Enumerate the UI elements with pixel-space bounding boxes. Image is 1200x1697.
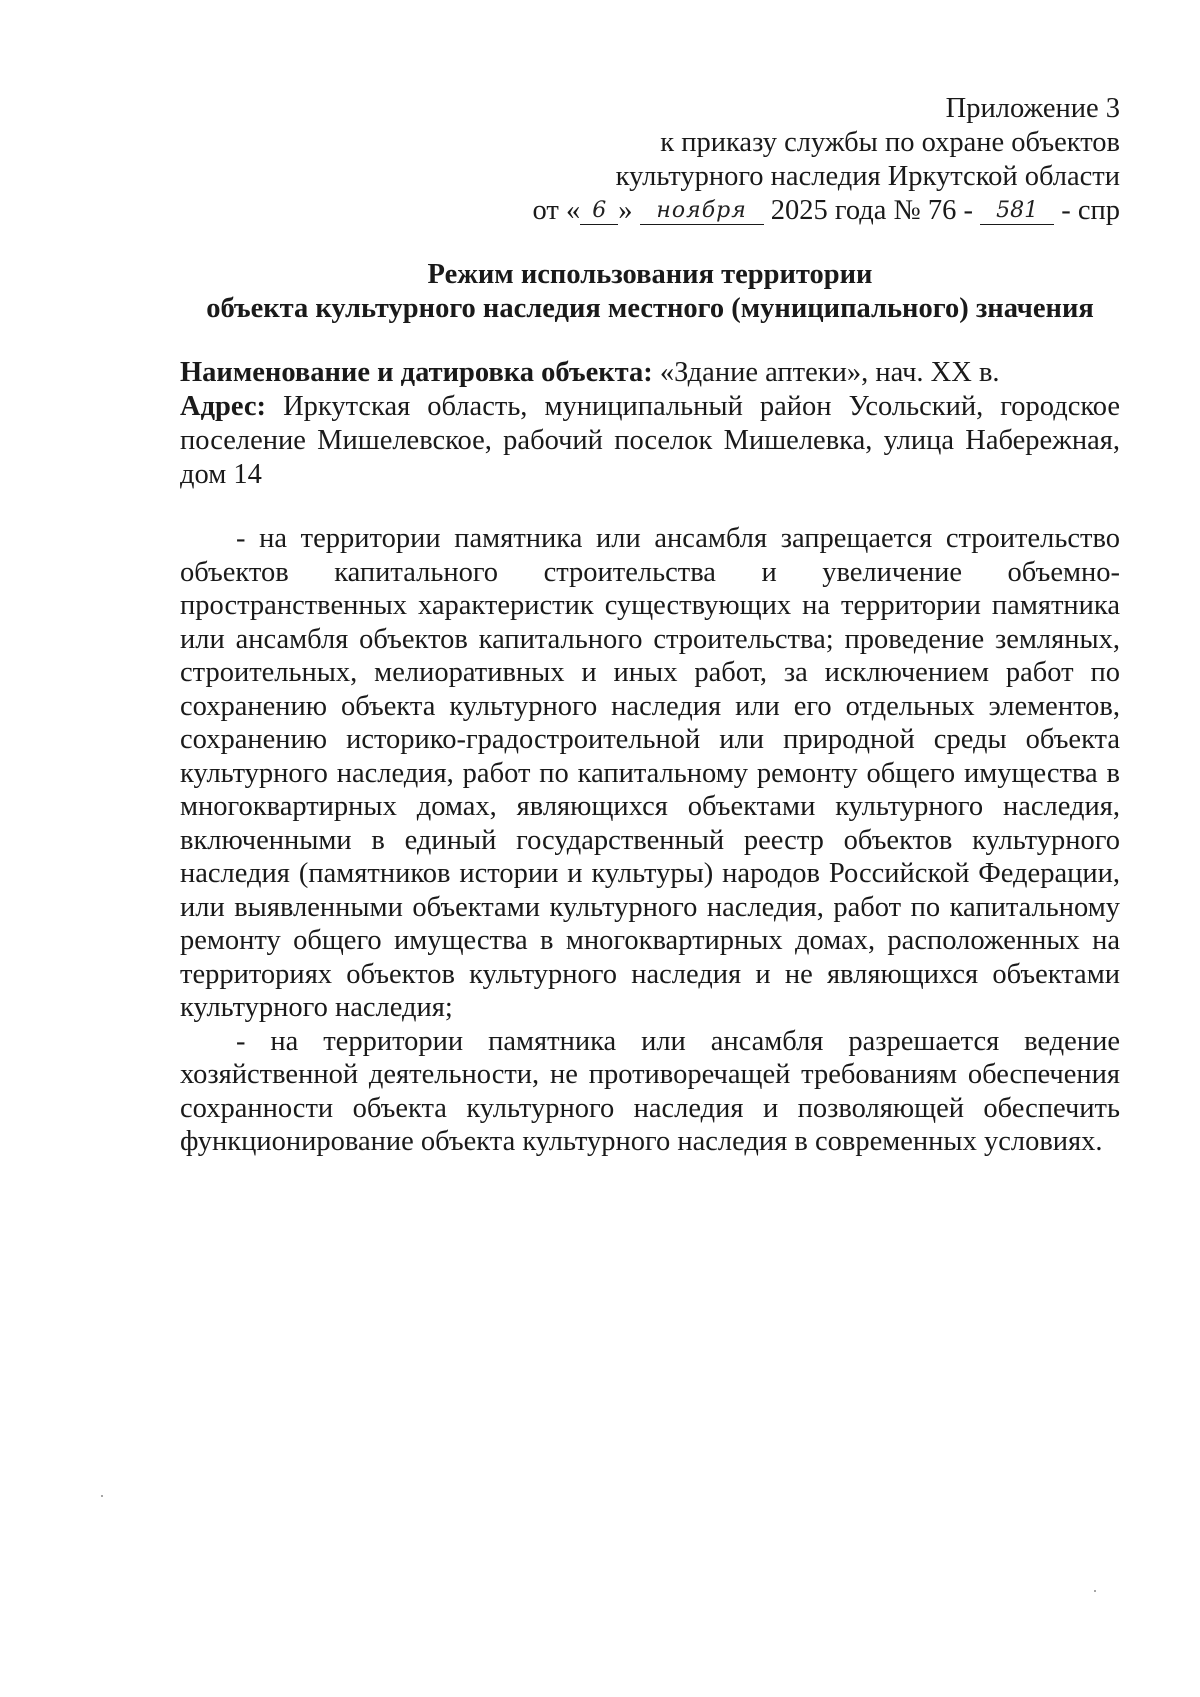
- object-name-label: Наименование и датировка объекта:: [180, 357, 653, 388]
- scan-speck: [1094, 1590, 1096, 1592]
- appendix-date-line: [420, 194, 1120, 228]
- object-name-row: [180, 356, 1120, 390]
- regime-text: [180, 522, 1120, 1159]
- object-name-value: «Здание аптеки», нач. XX в.: [659, 357, 1000, 388]
- date-year-text: 2025 года № 76 -: [770, 195, 973, 226]
- prohibition-paragraph: - на территории памятника или ансамбля запрещается строительство объектов капитального строительства и увеличение объемно-пространственных характеристик существующих на территории памятника или ансамбля объектов капитального строительства; проведение земляных, строительных, мелиоративных и иных работ, за исключением работ по сохранению объекта культурного наследия или его отдельных элементов, сохранению историко-градостроительной или природной среды объекта культурного наследия, работ по капитальному ремонту общего имущества в многоквартирных домах, являющихся объектами культурного наследия, включенными в единый государственный реестр объектов культурного наследия (памятников истории и культуры) народов Российской Федерации, или выявленными объектами культурного наследия, работ по капитальному ремонту общего имущества в многоквартирных домах, расположенных на территориях объектов культурного наследия и не являющихся объектами культурного наследия;: [180, 523, 1120, 1023]
- date-prefix: от «: [532, 195, 581, 226]
- title-line-2: объекта культурного наследия местного (муниципального) значения: [206, 293, 1094, 324]
- order-suffix: - спр: [1061, 195, 1120, 226]
- object-address-label: Адрес:: [180, 391, 266, 422]
- scan-speck: [101, 1495, 103, 1497]
- permission-paragraph: - на территории памятника или ансамбля разрешается ведение хозяйственной деятельности, не противоречащей требованиям обеспечения сохранности объекта культурного наследия и позволяющей обеспечить функционирование объекта культурного наследия в современных условиях.: [180, 1025, 1120, 1157]
- appendix-authority: культурного наследия Иркутской области: [615, 161, 1120, 192]
- appendix-header: [420, 92, 1120, 228]
- date-mid: »: [618, 195, 633, 226]
- object-address-value: Иркутская область, муниципальный район Усольский, городское поселение Мишелевское, рабочий поселок Мишелевка, улица Набережная, дом 14: [180, 391, 1121, 490]
- object-address-row: [180, 390, 1120, 492]
- document-title: [180, 258, 1120, 326]
- object-info: [180, 356, 1120, 492]
- appendix-title: Приложение 3: [945, 93, 1120, 124]
- handwritten-order-number: 581: [980, 198, 1054, 225]
- handwritten-month: ноября: [640, 198, 764, 225]
- handwritten-day: 6: [580, 198, 618, 225]
- appendix-order-reference: к приказу службы по охране объектов: [660, 127, 1120, 158]
- title-line-1: Режим использования территории: [427, 259, 873, 290]
